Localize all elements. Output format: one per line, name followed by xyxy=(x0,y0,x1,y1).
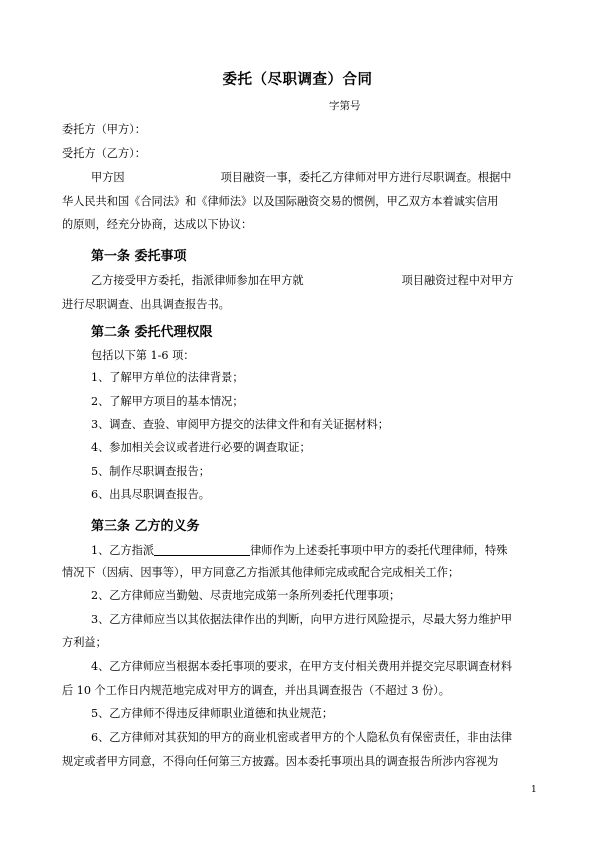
page-number: 1 xyxy=(531,785,537,795)
article-2-item: 3、调查、查验、审阅甲方提交的法律文件和有关证据材料； xyxy=(91,418,389,431)
article-2-item: 6、出具尽职调查报告。 xyxy=(91,488,210,501)
intro-text-1a: 甲方因 xyxy=(91,171,125,184)
party-a-label: 委托方（甲方）： xyxy=(62,123,146,136)
article-3-text-1a: 1、乙方指派 xyxy=(91,544,155,557)
article-3-line-9: 6、乙方律师对其获知的甲方的商业机密或者甲方的个人隐私负有保密责任，非由法律 xyxy=(91,731,513,744)
article-1-line-1 xyxy=(91,274,513,288)
contract-title: 委托（尽职调查）合同 xyxy=(222,71,373,88)
article-2-item: 5、制作尽职调查报告； xyxy=(91,465,210,478)
article-2-heading: 第二条 委托代理权限 xyxy=(91,325,213,340)
lawyer-name-blank xyxy=(154,543,250,556)
document-number: 字第号 xyxy=(329,100,361,112)
article-2-item: 4、参加相关会议或者进行必要的调查取证； xyxy=(91,441,311,454)
article-1-text-1b: 项目融资过程中对甲方 xyxy=(401,274,514,287)
article-2-item: 包括以下第 1-6 项： xyxy=(91,349,195,362)
article-3-line-4: 3、乙方律师应当以其依据法律作出的判断，向甲方进行风险提示，尽最大努力维护甲 xyxy=(91,613,513,626)
article-3-text-1b: 律师作为上述委托事项中甲方的委托代理律师，特殊 xyxy=(250,544,508,557)
article-3-heading: 第三条 乙方的义务 xyxy=(91,519,200,534)
intro-line-3: 的原则，经充分协商，达成以下协议： xyxy=(62,218,253,231)
party-b-label: 受托方（乙方）： xyxy=(62,147,146,160)
article-1-heading: 第一条 委托事项 xyxy=(91,249,187,264)
article-3-line-6: 4、乙方律师应当根据本委托事项的要求，在甲方支付相关费用并提交完尽职调查材料 xyxy=(91,660,513,673)
article-3-line-5: 方利益； xyxy=(62,636,107,649)
article-1-text-1a: 乙方接受甲方委托，指派律师参加在甲方就 xyxy=(91,274,304,287)
article-3-line-2: 情况下（因病、因事等），甲方同意乙方指派其他律师完成或配合完成相关工作； xyxy=(62,566,460,579)
article-3-line-8: 5、乙方律师不得违反律师职业道德和执业规范； xyxy=(91,707,334,720)
intro-text-1b: 项目融资一事，委托乙方律师对甲方进行尽职调查。根据中 xyxy=(220,171,512,184)
intro-line-2: 华人民共和国《合同法》和《律师法》以及国际融资交易的惯例，甲乙双方本着诚实信用 xyxy=(62,195,499,208)
article-2-item: 2、了解甲方项目的基本情况； xyxy=(91,395,244,408)
intro-line-1 xyxy=(91,171,511,185)
article-1-line-2: 进行尽职调查、出具调查报告书。 xyxy=(62,298,230,311)
article-3-line-10: 规定或者甲方同意，不得向任何第三方披露。因本委托事项出具的调查报告所涉内容视为 xyxy=(62,755,499,768)
article-2-item: 1、了解甲方单位的法律背景； xyxy=(91,371,244,384)
article-3-line-7: 后 10 个工作日内规范地完成对甲方的调查，并出具调查报告（不超过 3 份）。 xyxy=(62,684,450,697)
article-3-line-1 xyxy=(91,543,507,558)
article-3-line-3: 2、乙方律师应当勤勉、尽责地完成第一条所列委托代理事项； xyxy=(91,589,401,602)
